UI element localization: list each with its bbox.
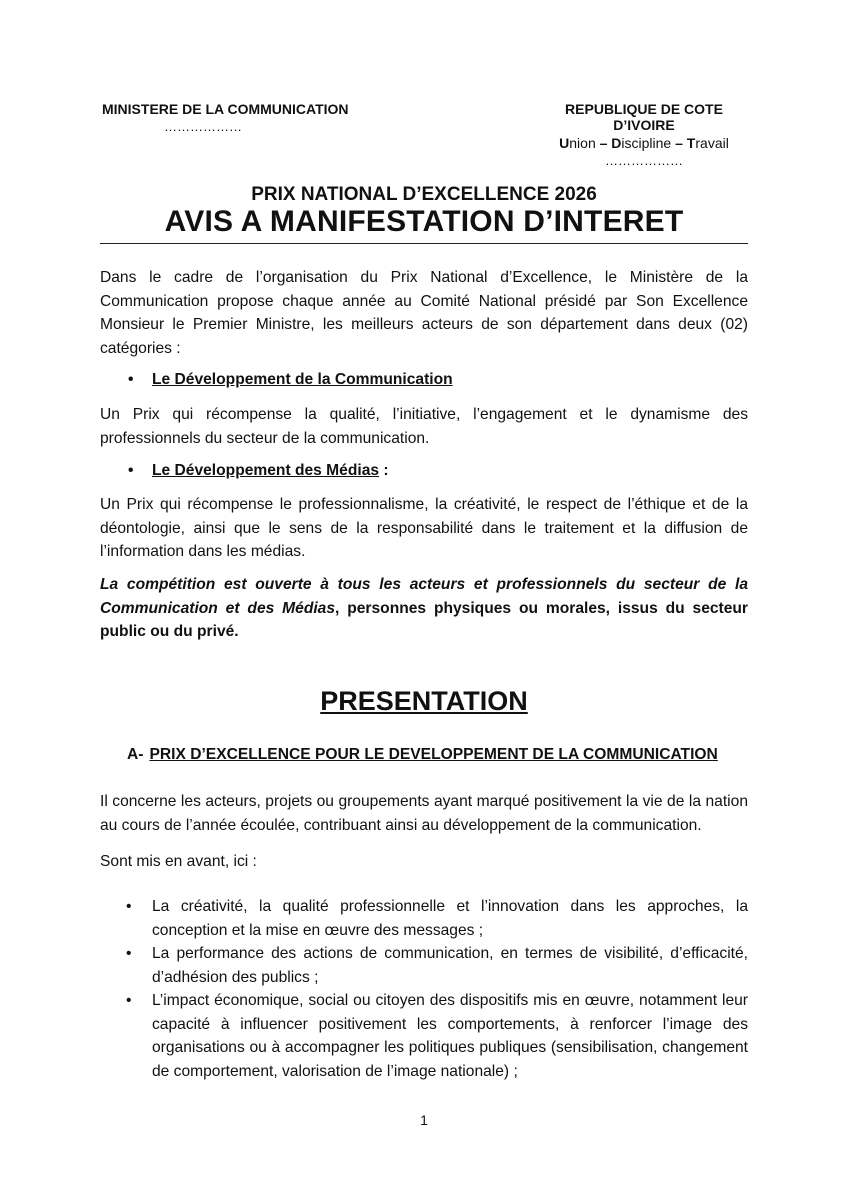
prize-title: PRIX NATIONAL D’EXCELLENCE 2026 bbox=[251, 184, 597, 205]
ministry-dots: ……………… bbox=[164, 119, 242, 134]
page-number: 1 bbox=[420, 1112, 428, 1128]
section-a-heading bbox=[127, 746, 718, 764]
section-a-letter: A- bbox=[127, 746, 144, 763]
republic-header bbox=[540, 101, 748, 168]
criteria-list bbox=[124, 895, 748, 1083]
list-item: • La créativité, la qualité professionnelle et l’innovation dans les approches, la conception et la mise en œuvre des messages ; bbox=[126, 898, 748, 939]
bullet: • bbox=[128, 462, 134, 479]
category-communication-heading bbox=[128, 371, 453, 389]
section-a-intro: Il concerne les acteurs, projets ou groupements ayant marqué positivement la vie de la nation au cours de l’année écoulée, contribuant ainsi au développement de la communication. bbox=[100, 793, 748, 834]
national-motto: Union – Discipline – Travail bbox=[559, 135, 729, 151]
title-divider bbox=[100, 243, 748, 244]
republic-dots: ……………… bbox=[605, 153, 683, 168]
bullet: • bbox=[128, 371, 134, 388]
category-media-heading: • Le Développement des Médias : bbox=[128, 462, 389, 479]
category-media-text: Un Prix qui récompense le professionnalisme, la créativité, le respect de l’éthique et de la déontologie, ainsi que le sens de la responsabilité dans le traitement et la diffusion de l’information dans les médias. bbox=[100, 496, 748, 560]
ministry-name: MINISTERE DE LA COMMUNICATION bbox=[102, 101, 349, 117]
list-item: • La performance des actions de communication, en termes de visibilité, d’efficacité, d’adhésion des publics ; bbox=[126, 945, 748, 986]
category-communication-text: Un Prix qui récompense la qualité, l’initiative, l’engagement et le dynamisme des professionnels du secteur de la communication. bbox=[100, 406, 748, 447]
list-item: • L’impact économique, social ou citoyen des dispositifs mis en œuvre, notamment leur capacité à influencer positivement les comportements, à renforcer l’image des organisations ou à accompagner les politiques publiques (sensibilisation, changement de comportement, valorisation de l’image nationale) ; bbox=[126, 992, 748, 1080]
intro-paragraph: Dans le cadre de l’organisation du Prix National d’Excellence, le Ministère de la Communication propose chaque année au Comité National présidé par Son Excellence Monsieur le Premier Ministre, les meilleurs acteurs de son département dans deux (02) catégories : bbox=[100, 269, 748, 357]
section-a-lead: Sont mis en avant, ici : bbox=[100, 853, 257, 870]
presentation-heading: PRESENTATION bbox=[320, 686, 528, 716]
notice-title: AVIS A MANIFESTATION D’INTERET bbox=[164, 205, 684, 238]
category-media-title: Le Développement des Médias bbox=[152, 462, 380, 479]
section-a-title: PRIX D’EXCELLENCE POUR LE DEVELOPPEMENT DE LA COMMUNICATION bbox=[149, 746, 718, 763]
category-communication-title: Le Développement de la Communication bbox=[152, 371, 453, 388]
ministry-header bbox=[102, 101, 349, 134]
competition-statement: La compétition est ouverte à tous les acteurs et professionnels du secteur de la Communication et des Médias, personnes physiques ou morales, issus du secteur public ou du privé. bbox=[100, 576, 748, 640]
republic-name: REPUBLIQUE DE COTE D’IVOIRE bbox=[565, 101, 723, 133]
